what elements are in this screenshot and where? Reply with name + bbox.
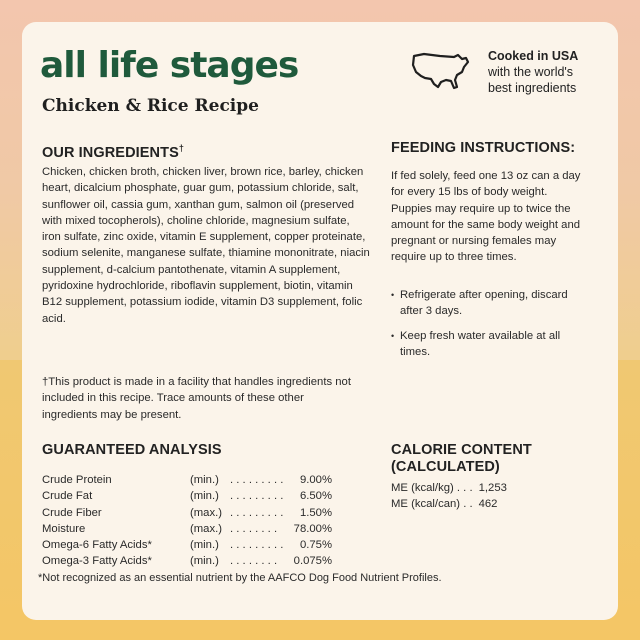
product-line-title: all life stages <box>40 45 299 86</box>
calorie-label: ME (kcal/can) . . <box>391 498 473 511</box>
calorie-row <box>391 496 591 512</box>
label-card <box>22 22 618 620</box>
calorie-label: ME (kcal/kg) . . . <box>391 482 473 494</box>
analysis-row <box>42 521 332 537</box>
analysis-leader: . . . . . . . . . <box>230 474 284 486</box>
analysis-value: 9.00% <box>299 474 332 486</box>
analysis-basis: (min.) <box>190 539 219 552</box>
calorie-heading-line-1: CALORIE CONTENT <box>391 442 532 458</box>
calorie-content-table <box>391 480 591 513</box>
analysis-leader: . . . . . . . . <box>230 522 278 535</box>
analysis-leader: . . . . . . . . <box>230 555 278 568</box>
analysis-nutrient: Moisture <box>42 522 86 535</box>
analysis-nutrient: Crude Protein <box>42 474 112 486</box>
analysis-nutrient: Crude Fiber <box>42 506 102 519</box>
analysis-row <box>42 505 332 521</box>
origin-line-1: Cooked in USA <box>488 49 579 63</box>
analysis-value: 0.75% <box>299 539 332 552</box>
usa-map-icon <box>410 48 472 92</box>
analysis-row <box>42 537 332 553</box>
analysis-basis: (min.) <box>190 474 219 486</box>
analysis-basis: (min.) <box>190 555 219 568</box>
calorie-row <box>391 480 591 496</box>
ingredients-heading-text: OUR INGREDIENTS <box>42 144 179 161</box>
analysis-value: 6.50% <box>299 490 332 503</box>
origin-line-2: with the world's <box>488 65 574 79</box>
feeding-bullets <box>391 287 591 368</box>
analysis-leader: . . . . . . . . . <box>230 539 284 552</box>
analysis-leader: . . . . . . . . . <box>230 506 284 519</box>
calorie-value: 462 <box>478 498 498 511</box>
ingredients-disclaimer: †This product is made in a facility that handles ingredients not included in this recipe. Trace amounts of these other ingredients may be present. <box>42 376 351 421</box>
analysis-heading: GUARANTEED ANALYSIS <box>42 442 222 458</box>
analysis-value: 78.00% <box>293 522 332 535</box>
analysis-nutrient: Omega-3 Fatty Acids* <box>42 555 152 568</box>
ingredients-list: Chicken, chicken broth, chicken liver, brown rice, barley, chicken heart, dicalcium phosphate, guar gum, potassium chloride, salt, sunflower oil, cassia gum, xanthan gum, salmon oil (preserved with mixed tocopherols), choline chloride, magnesium sulfate, iron sulfate, zinc oxide, vitamin E supplement, copper proteinate, sodium selenite, manganese sulfate, thiamine mononitrate, niacin supplement, d-calcium pantothenate, vitamin A supplement, pyridoxine hydrochloride, riboflavin supplement, biotin, vitamin B12 supplement, potassium iodide, vitamin D3 supplement, folic acid. <box>42 166 370 325</box>
calorie-heading <box>391 442 532 476</box>
analysis-leader: . . . . . . . . . <box>230 490 284 503</box>
origin-line-3: best ingredients <box>488 81 577 95</box>
feeding-instructions-text: If fed solely, feed one 13 oz can a day for every 15 lbs of body weight. Puppies may require up to twice the amount for the same body weight and pregnant or nursing females may require up to three times. <box>391 170 581 264</box>
analysis-row <box>42 472 332 488</box>
origin-text <box>488 48 608 96</box>
analysis-basis: (max.) <box>190 506 223 519</box>
ingredients-heading-mark: † <box>178 143 184 153</box>
origin-badge <box>410 48 610 98</box>
analysis-nutrient: Omega-6 Fatty Acids* <box>42 539 152 552</box>
analysis-basis: (max.) <box>190 522 223 535</box>
calorie-heading-line-2: (CALCULATED) <box>391 459 500 475</box>
recipe-name: Chicken & Rice Recipe <box>42 96 259 116</box>
feeding-bullet-item: • Keep fresh water available at all times. <box>391 328 591 361</box>
analysis-basis: (min.) <box>190 490 219 503</box>
ingredients-heading <box>42 140 184 162</box>
analysis-nutrient: Crude Fat <box>42 490 93 503</box>
feeding-bullet-item: • Refrigerate after opening, discard after 3 days. <box>391 287 591 320</box>
calorie-value: 1,253 <box>478 482 507 494</box>
analysis-value: 1.50% <box>299 506 332 519</box>
analysis-value: 0.075% <box>293 555 332 568</box>
guaranteed-analysis-table <box>42 472 332 570</box>
feeding-heading: FEEDING INSTRUCTIONS: <box>391 140 576 156</box>
analysis-row <box>42 553 332 569</box>
analysis-row <box>42 488 332 504</box>
aafco-footnote: *Not recognized as an essential nutrient by the AAFCO Dog Food Nutrient Profiles. <box>38 572 442 584</box>
